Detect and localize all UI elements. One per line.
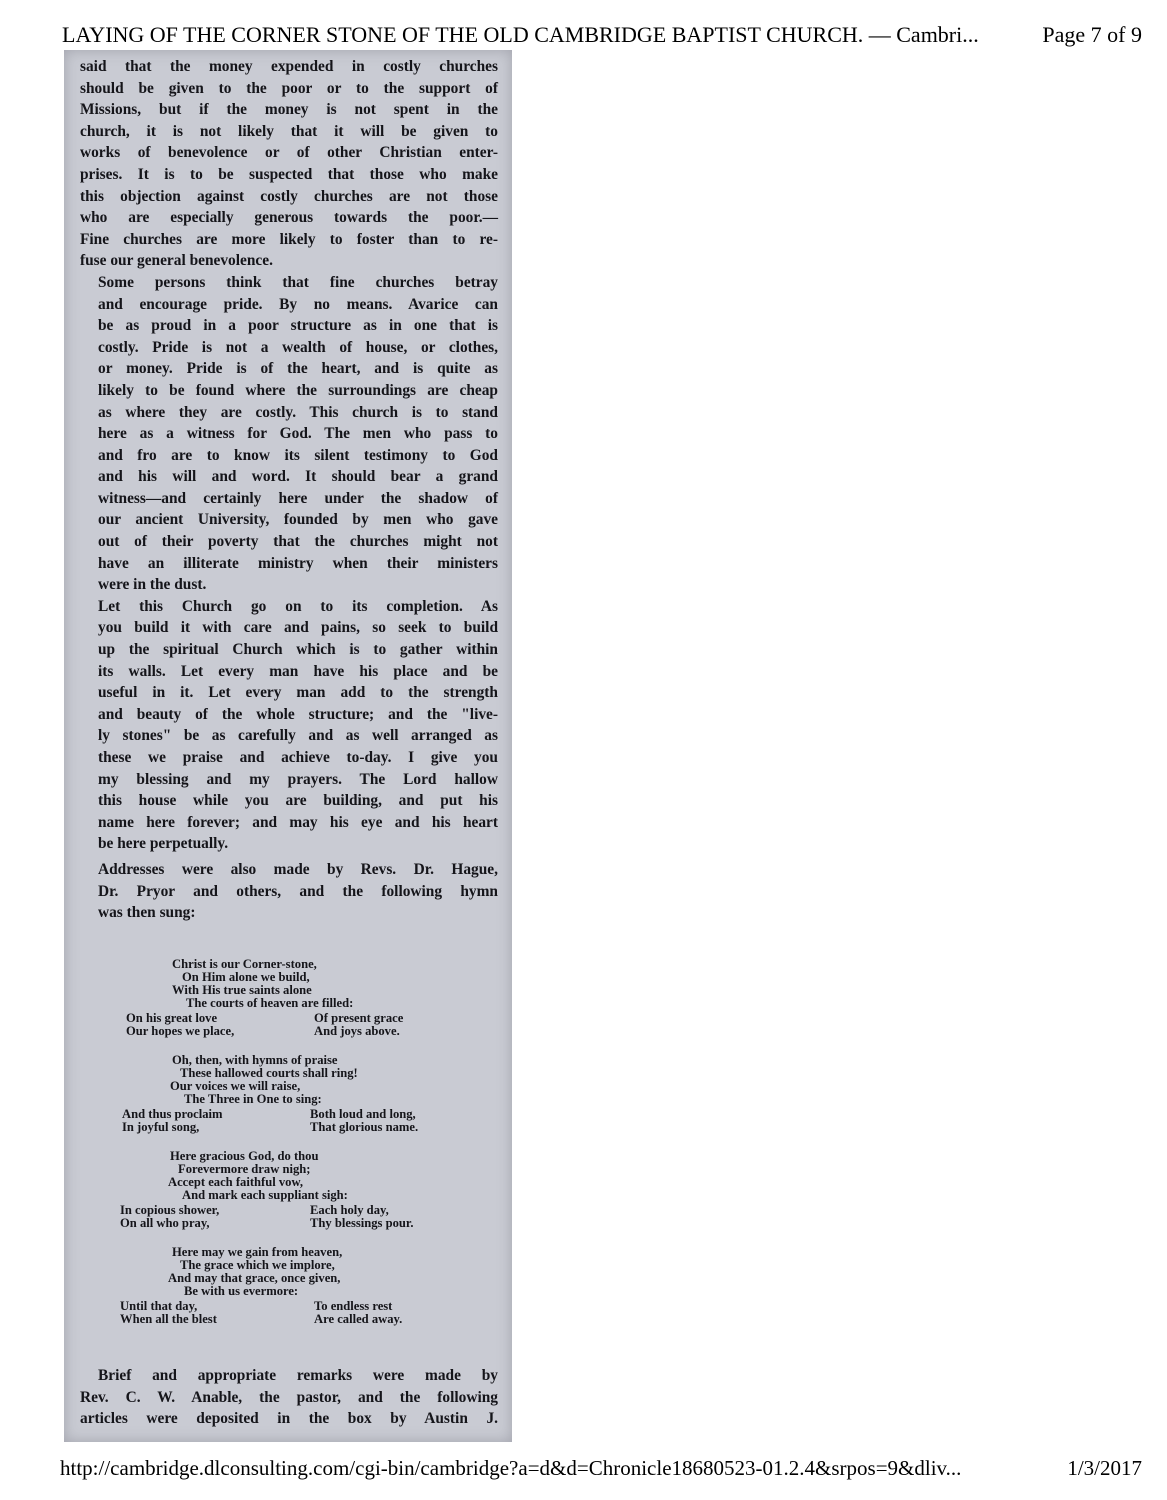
hymn-line: That glorious name. [310,1120,419,1134]
hymn-line: On all who pray, [120,1216,210,1230]
text-line: or money. Pride is of the heart, and is quite as [98,360,498,378]
text-line: articles were deposited in the box by Austin J. [80,1410,498,1428]
text-line: should be given to the poor or to the support of [80,79,498,97]
text-line: useful in it. Let every man add to the strength [98,684,498,702]
text-line: you build it with care and pains, so seek to build [98,619,498,637]
page-footer [60,1456,1142,1481]
text-line: said that the money expended in costly churches [80,58,498,75]
hymn-line: Each holy day, [310,1203,389,1217]
text-line: have an illiterate ministry when their ministers [98,554,498,572]
hymn-line: Here gracious God, do thou [170,1149,319,1163]
hymn-line: Our hopes we place, [126,1024,235,1038]
hymn-line: Thy blessings pour. [310,1216,414,1230]
text-line: be as proud in a poor structure as in one that is [98,317,498,335]
text-line: costly. Pride is not a wealth of house, or clothes, [98,338,498,356]
hymn-line: To endless rest [314,1299,393,1313]
text-line: its walls. Let every man have his place and be [98,662,498,680]
hymn-line: On Him alone we build, [182,970,310,984]
source-url: http://cambridge.dlconsulting.com/cgi-bin/cambridge?a=d&d=Chronicle18680523-01.2.4&srpos=9&dliv... [60,1456,962,1480]
text-line: be here perpetually. [98,835,229,853]
hymn-line: Of present grace [314,1011,404,1025]
text-line: out of their poverty that the churches might not [98,533,498,551]
page-number: Page 7 of 9 [1042,22,1142,47]
hymn-line: In joyful song, [122,1120,200,1134]
hymn-line: And may that grace, once given, [168,1271,341,1285]
print-date: 1/3/2017 [1067,1456,1142,1480]
text-line: and encourage pride. By no means. Avarice can [98,295,498,313]
hymn-line: And mark each suppliant sigh: [182,1188,348,1202]
hymn-line: The Three in One to sing: [184,1092,322,1106]
text-line: Some persons think that fine churches betray [98,273,498,291]
text-line: up the spiritual Church which is to gather within [98,641,498,659]
text-line: was then sung: [98,904,196,922]
text-line: fuse our general benevolence. [80,252,273,270]
hymn-line: Here may we gain from heaven, [172,1245,343,1259]
text-line: these we praise and achieve to-day. I give you [98,749,498,766]
text-line: were in the dust. [98,576,207,594]
hymn-line: Christ is our Corner-stone, [172,957,317,971]
hymn-line: Oh, then, with hymns of praise [172,1053,338,1067]
text-line: works of benevolence or of other Christian enter- [80,144,498,162]
text-line: witness—and certainly here under the shadow of [98,489,498,507]
text-line: and beauty of the whole structure; and the "live- [98,705,498,723]
hymn-line: And thus proclaim [122,1107,223,1121]
paragraph-completion [80,596,498,855]
text-line: Missions, but if the money is not spent in the [80,101,498,119]
paragraph-pride [80,272,498,596]
hymn-line: When all the blest [120,1312,217,1326]
hymn-line: Both loud and long, [310,1107,416,1121]
hymn-line: In copious shower, [120,1203,220,1217]
hymn-line: Be with us evermore: [184,1284,299,1298]
text-line: our ancient University, founded by men who gave [98,511,498,529]
text-line: likely to be found where the surroundings are cheap [98,381,498,399]
text-line: ly stones" be as carefully and as well arranged as [98,727,498,745]
hymn-line: These hallowed courts shall ring! [180,1066,358,1080]
text-line: Rev. C. W. Anable, the pastor, and the following [80,1388,498,1406]
text-line: Fine churches are more likely to foster than to re- [80,230,498,248]
text-line: my blessing and my prayers. The Lord hallow [98,770,498,788]
hymn-line: The courts of heaven are filled: [186,996,354,1010]
text-line: prises. It is to be suspected that those who make [80,165,498,183]
text-line: this objection against costly churches are not those [80,187,498,205]
text-line: and fro are to know its silent testimony to God [98,446,498,464]
hymn-line: Accept each faithful vow, [168,1175,304,1189]
hymn-line: Forevermore draw nigh; [178,1162,311,1176]
text-line: name here forever; and may his eye and his heart [98,813,498,831]
hymn-line: Until that day, [120,1299,198,1313]
text-line: who are especially generous towards the poor.— [80,209,498,227]
text-line: Dr. Pryor and others, and the following hymn [98,882,498,900]
text-line: as where they are costly. This church is to stand [98,403,498,421]
hymn-line: On his great love [126,1011,218,1025]
hymn-line: The grace which we implore, [180,1258,335,1272]
text-line: church, it is not likely that it will be given to [80,122,498,140]
text-line: here as a witness for God. The men who pass to [98,425,498,443]
text-line: Addresses were also made by Revs. Dr. Hague, [98,860,498,878]
paragraph-addresses [80,859,498,924]
document-title: LAYING OF THE CORNER STONE OF THE OLD CAMBRIDGE BAPTIST CHURCH. — Cambri... [62,22,979,47]
hymn-line: And joys above. [314,1024,400,1038]
hymn-line: Our voices we will raise, [170,1079,301,1093]
text-line: Brief and appropriate remarks were made by [98,1367,498,1384]
hymn-line: With His true saints alone [172,983,312,997]
article-column [80,56,498,924]
paragraph-remarks [80,1365,498,1430]
hymn-line: Are called away. [314,1312,403,1326]
newspaper-clipping [64,50,512,1442]
text-line: Let this Church go on to its completion. As [98,597,498,615]
paragraph-costly-churches [80,56,498,272]
text-line: and his will and word. It should bear a grand [98,468,498,486]
text-line: this house while you are building, and put his [98,792,498,810]
page-header [62,22,1142,48]
